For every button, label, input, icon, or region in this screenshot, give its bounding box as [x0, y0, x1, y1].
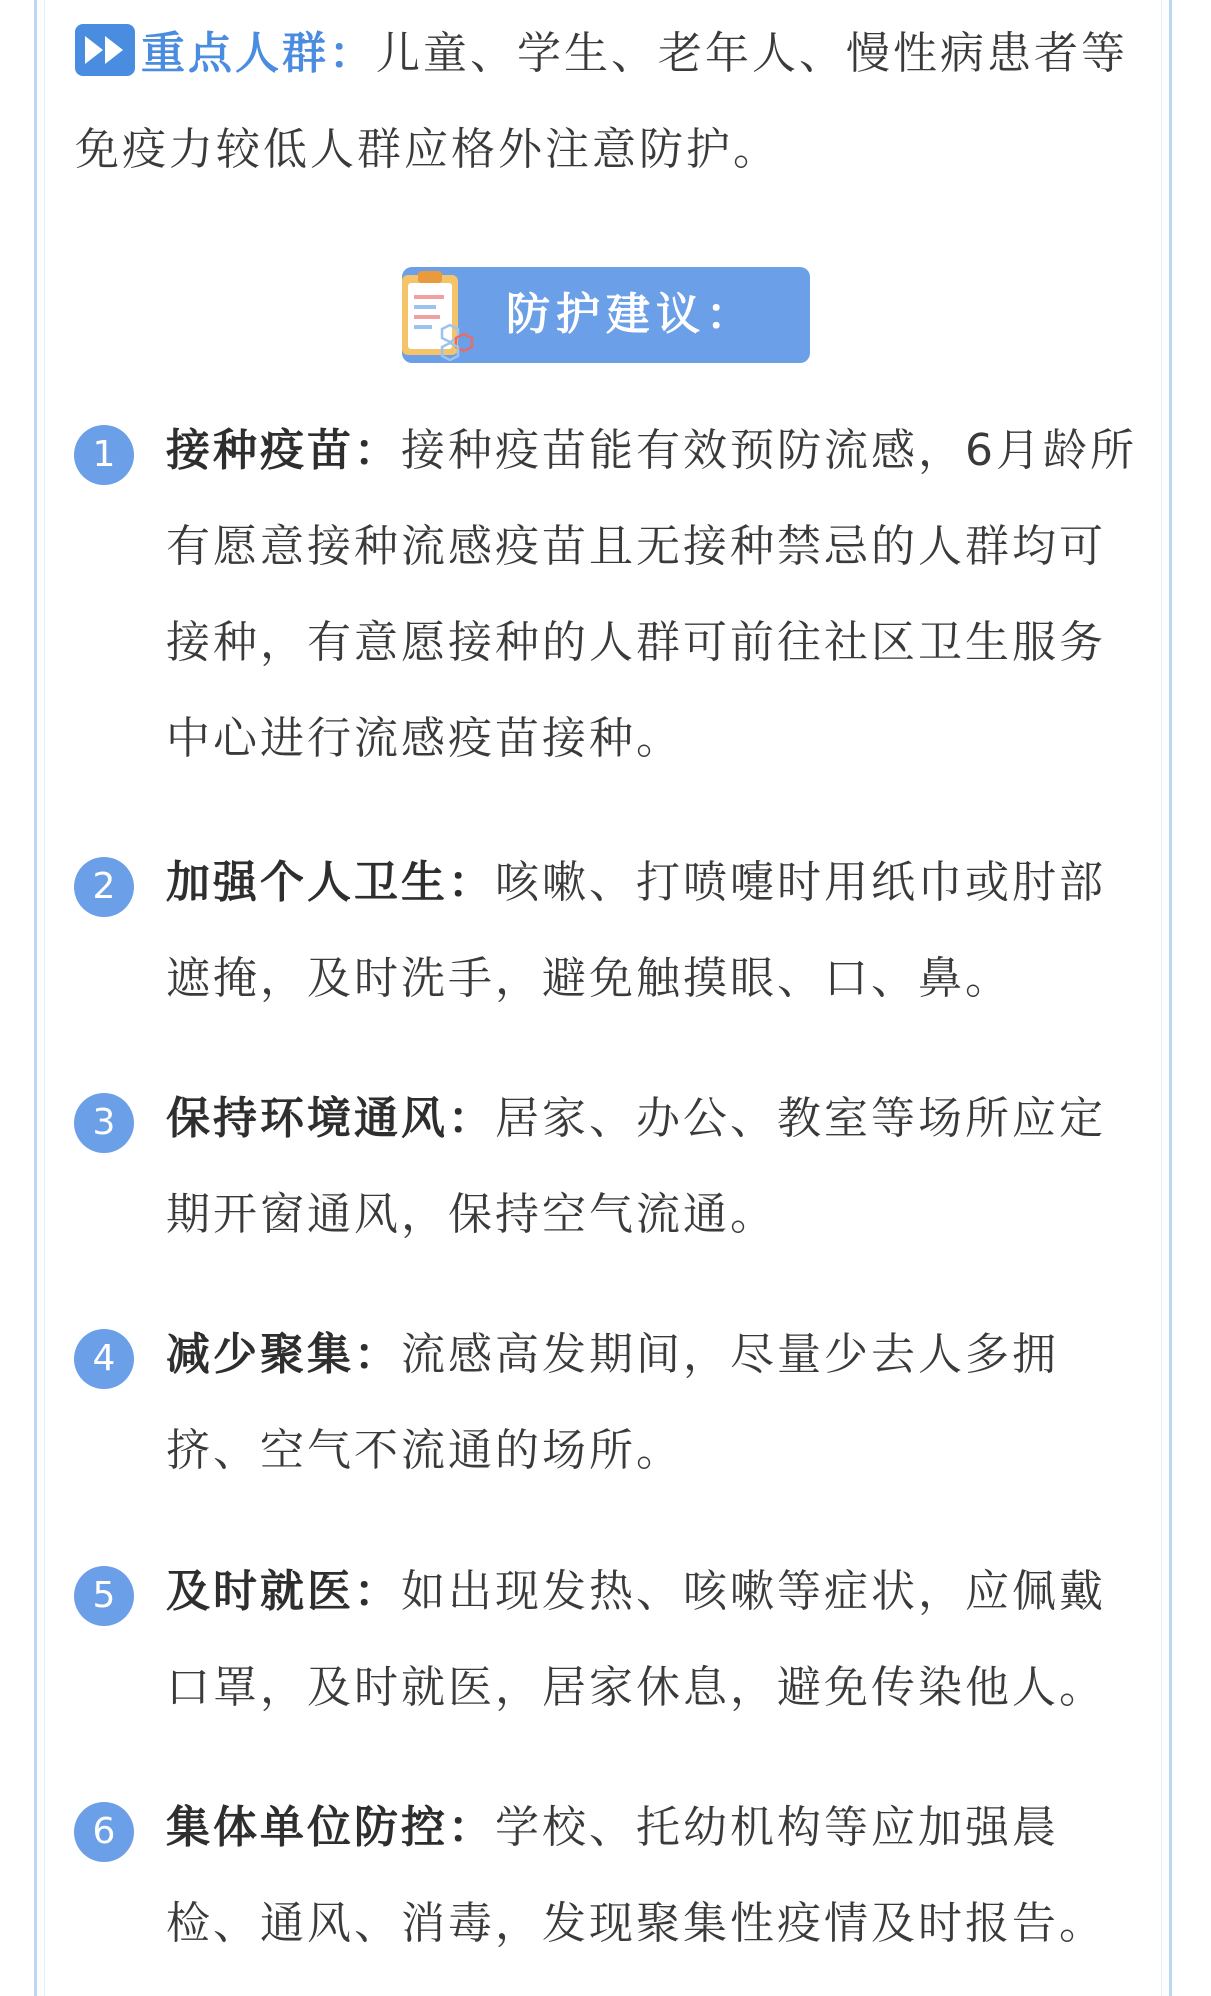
key-groups-text: 儿童、学生、老年人、慢性病患者等免疫力较低人群应格外注意防护。 — [75, 28, 1128, 175]
tip-title: 减少聚集： — [166, 1329, 401, 1380]
tip-text — [166, 1780, 1146, 1972]
tip-title: 保持环境通风： — [166, 1093, 495, 1144]
clipboard-icon — [398, 267, 494, 367]
tip-number-badge: 3 — [74, 1093, 134, 1153]
tip-body: 接种疫苗能有效预防流感，6月龄所有愿意接种流感疫苗且无接种禁忌的人群均可接种，有意愿接种的人群可前往社区卫生服务中心进行流感疫苗接种。 — [166, 425, 1137, 764]
tip-title: 加强个人卫生： — [166, 857, 495, 908]
tip-number-badge: 6 — [74, 1802, 134, 1862]
key-groups-paragraph — [75, 6, 1145, 198]
advice-banner-title: 防护建议： — [506, 289, 756, 340]
tip-text — [166, 1307, 1146, 1499]
fast-forward-icon — [75, 24, 135, 76]
tip-title: 及时就医： — [166, 1566, 401, 1617]
tip-number-badge: 2 — [74, 857, 134, 917]
tip-body: 居家、办公、教室等场所应定期开窗通风，保持空气流通。 — [166, 1093, 1106, 1240]
tip-text — [166, 835, 1146, 1027]
tip-text — [166, 403, 1146, 787]
tip-number-badge: 5 — [74, 1566, 134, 1626]
tip-number-badge: 1 — [74, 425, 134, 485]
key-groups-label: 重点人群： — [141, 28, 376, 79]
tip-text — [166, 1071, 1146, 1263]
tip-title: 接种疫苗： — [166, 425, 401, 476]
tip-number-badge: 4 — [74, 1329, 134, 1389]
tip-title: 集体单位防控： — [166, 1802, 495, 1853]
tip-body: 如出现发热、咳嗽等症状，应佩戴口罩，及时就医，居家休息，避免传染他人。 — [166, 1566, 1106, 1713]
tip-text — [166, 1544, 1146, 1736]
advice-banner — [402, 267, 810, 363]
tip-body: 学校、托幼机构等应加强晨检、通风、消毒，发现聚集性疫情及时报告。 — [166, 1802, 1106, 1949]
tip-body: 流感高发期间，尽量少去人多拥挤、空气不流通的场所。 — [166, 1329, 1059, 1476]
tip-body: 咳嗽、打喷嚏时用纸巾或肘部遮掩，及时洗手，避免触摸眼、口、鼻。 — [166, 857, 1106, 1004]
